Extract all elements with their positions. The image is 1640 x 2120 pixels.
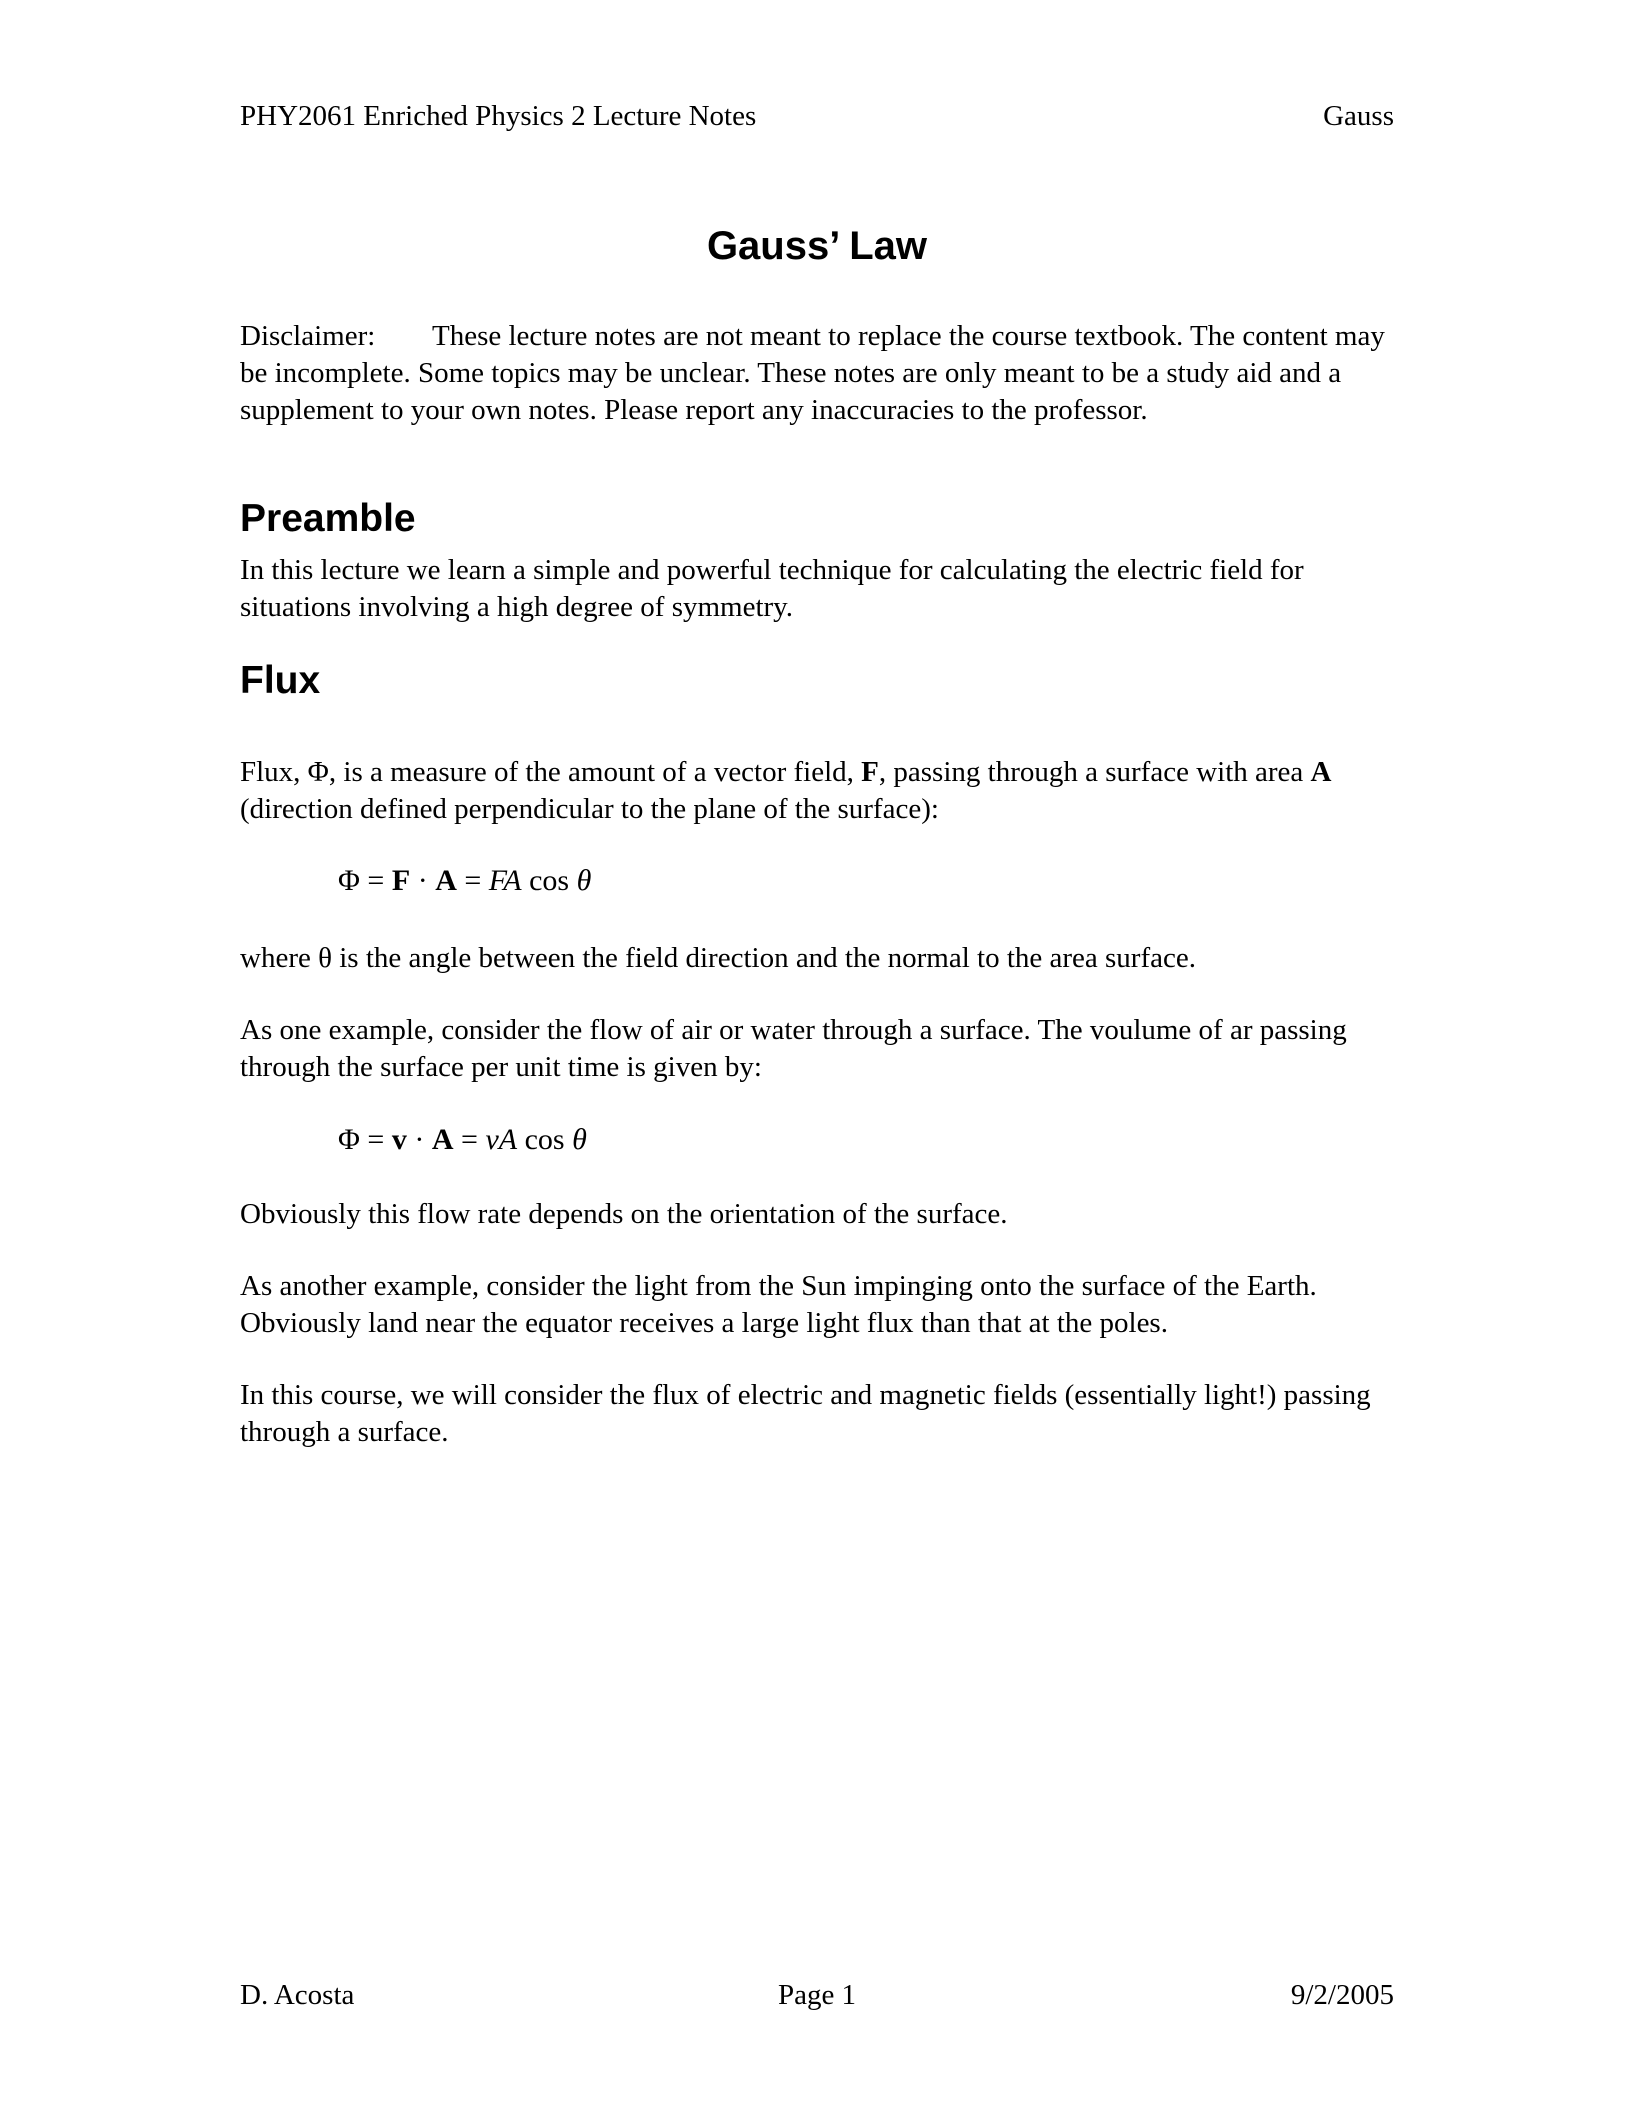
- page-header: [240, 98, 1394, 134]
- eq2-vector-a: A: [431, 1123, 454, 1156]
- eq2-equals: =: [453, 1123, 486, 1156]
- disclaimer-text: These lecture notes are not meant to replace the course textbook. The content may be incomplete. Some topics may be unclear. These notes are only meant to be a study aid and a supplement to your own notes. Please report any inaccuracies to the professor.: [240, 320, 1385, 426]
- eq1-dot: ·: [410, 864, 436, 897]
- document-title: Gauss’ Law: [706, 224, 928, 268]
- flux-intro-text-3: (direction defined perpendicular to the plane of the surface):: [240, 793, 939, 825]
- eq1-lhs: Φ =: [338, 864, 392, 897]
- orientation-paragraph: Obviously this flow rate depends on the orientation of the surface.: [240, 1198, 1008, 1230]
- where-paragraph: where θ is the angle between the field direction and the normal to the area surface.: [240, 942, 1196, 974]
- eq1-equals: =: [456, 864, 489, 897]
- page-footer: [240, 1977, 1394, 2013]
- footer-page-number: Page 1: [777, 1979, 857, 2011]
- header-topic: Gauss: [1323, 100, 1394, 132]
- vector-f-symbol: F: [861, 756, 879, 788]
- eq1-vector-f: F: [391, 864, 411, 897]
- eq2-cos: cos: [517, 1123, 573, 1156]
- eq2-dot: ·: [406, 1123, 432, 1156]
- flux-equation: [338, 862, 591, 900]
- preamble-paragraph: In this lecture we learn a simple and powerful technique for calculating the electric field for situations involving a high degree of symmetry.: [240, 554, 1304, 623]
- vector-a-symbol: A: [1310, 756, 1332, 788]
- flux-intro-text-2: , passing through a surface with area: [878, 756, 1311, 788]
- flux-heading: Flux: [240, 659, 321, 702]
- footer-author: D. Acosta: [240, 1979, 355, 2011]
- eq1-vector-a: A: [435, 864, 457, 897]
- eq2-va: vA: [485, 1123, 518, 1156]
- eq2-theta: θ: [572, 1123, 587, 1156]
- air-flow-paragraph: As one example, consider the flow of air or water through a surface. The voulume of ar passing through the surface per unit time is given by:: [240, 1014, 1347, 1083]
- eq2-lhs: Φ =: [338, 1123, 392, 1156]
- eq1-cos: cos: [521, 864, 577, 897]
- header-course: PHY2061 Enriched Physics 2 Lecture Notes: [240, 100, 757, 132]
- course-flux-paragraph: In this course, we will consider the flux of electric and magnetic fields (essentially light!) passing through a surface.: [240, 1379, 1371, 1448]
- sunlight-paragraph: As another example, consider the light from the Sun impinging onto the surface of the Earth. Obviously land near the equator receives a large light flux than that at the poles.: [240, 1270, 1317, 1339]
- flux-intro-paragraph: [240, 754, 1400, 828]
- footer-date: 9/2/2005: [1290, 1979, 1394, 2011]
- eq1-theta: θ: [576, 864, 592, 897]
- flux-intro-text-1: Flux, Φ, is a measure of the amount of a vector field,: [240, 756, 862, 788]
- disclaimer-label: Disclaimer:: [240, 320, 376, 352]
- preamble-heading: Preamble: [240, 497, 416, 540]
- eq1-fa: FA: [488, 864, 522, 897]
- flow-equation: [338, 1121, 587, 1159]
- disclaimer-paragraph: [240, 318, 1400, 429]
- eq2-vector-v: v: [391, 1123, 407, 1156]
